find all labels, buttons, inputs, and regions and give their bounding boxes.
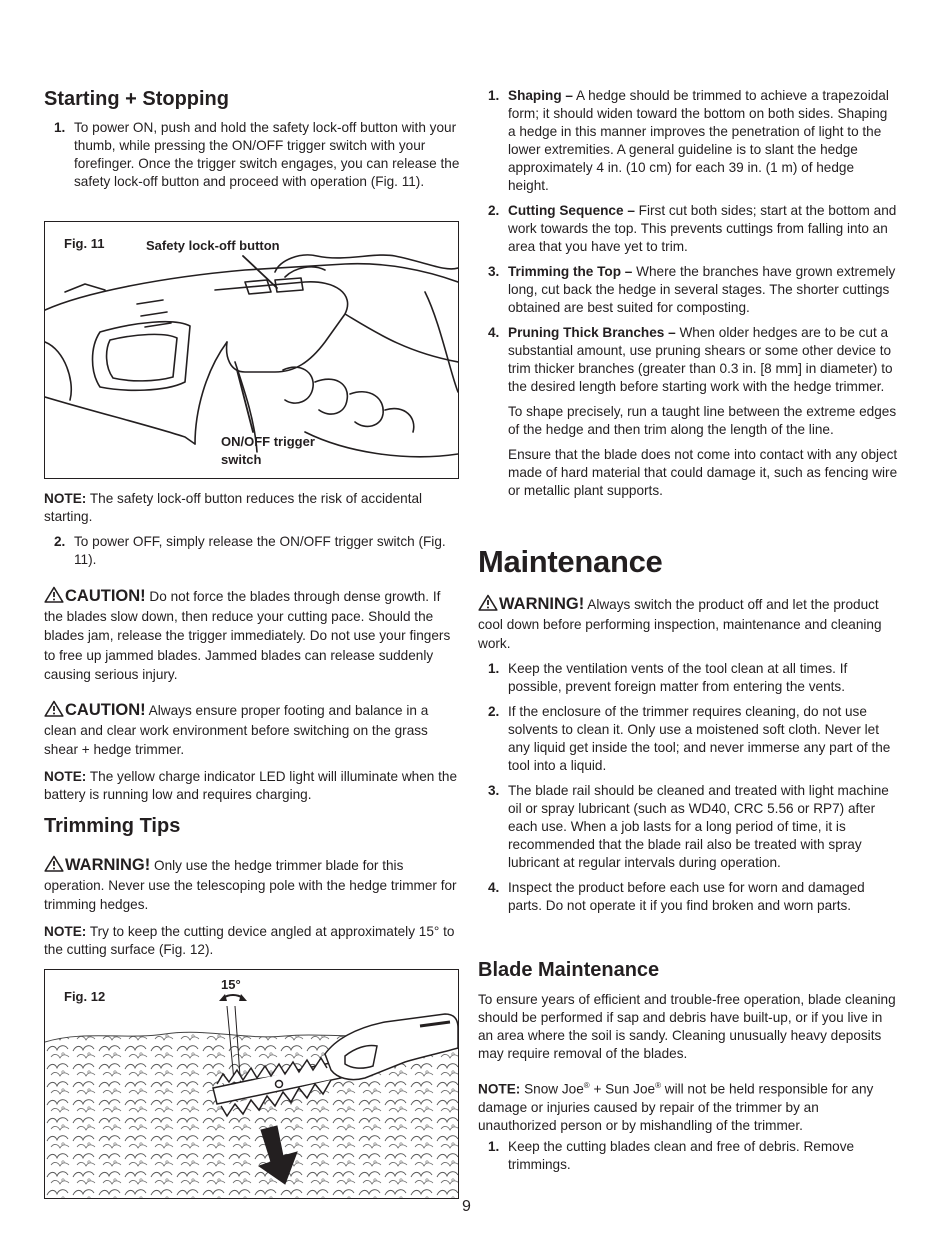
warning-label: WARNING! — [65, 856, 151, 874]
note-safety-lock — [44, 490, 462, 526]
caution-text: Do not force the blades through dense growth. If the blades slow down, then reduce your cutting pace. Should the blades jam, release the trigger immediately. Do not use your fingers to free up jammed blades. Jammed blades can release suddenly causing serious injury. — [44, 589, 451, 682]
note-text: The yellow charge indicator LED light will illuminate when the battery is running low and requires charging. — [44, 769, 458, 802]
note-text: + Sun Joe — [589, 1081, 656, 1097]
tip-text: When older hedges are to be cut a substantial amount, use pruning shears or some other device to trim thicker branches (greater than 0.3 in. [8 mm] in diameter) to the desired length before starting work with the hedge trimmer. — [508, 325, 893, 394]
tip-title: Cutting Sequence – — [508, 203, 635, 218]
hedge-trimming-illustration — [45, 970, 458, 1198]
note-text: The safety lock-off button reduces the risk of accidental starting. — [44, 491, 423, 524]
tip-number: 1. — [488, 88, 500, 103]
caution-dense-growth — [44, 586, 462, 685]
heading-blade-maintenance: Blade Maintenance — [478, 959, 660, 981]
item-number: 4. — [488, 880, 500, 895]
note-charge-led — [44, 768, 462, 804]
step-number: 1. — [488, 1139, 500, 1154]
callout-trigger-line1: ON/OFF trigger — [221, 434, 315, 449]
figure-label: Fig. 11 — [64, 236, 105, 251]
registered-mark: ® — [655, 1081, 661, 1090]
warning-telescoping-pole — [44, 855, 462, 915]
note-label: NOTE: — [478, 1081, 521, 1097]
note-text: Snow Joe — [520, 1081, 584, 1097]
heading-maintenance: Maintenance — [478, 544, 663, 579]
trimming-tips-list — [478, 87, 898, 500]
tip-trimming-top — [478, 263, 898, 317]
tip-number: 4. — [488, 325, 500, 340]
item-number: 2. — [488, 704, 500, 719]
figure-label: Fig. 12 — [64, 989, 106, 1004]
step-text: To power OFF, simply release the ON/OFF trigger switch (Fig. 11). — [74, 534, 446, 567]
warning-cool-down — [478, 594, 898, 654]
tip-title: Shaping – — [508, 88, 573, 103]
warning-triangle-icon — [44, 855, 64, 872]
heading-trimming-tips: Trimming Tips — [44, 815, 181, 837]
note-text: will not be held responsible for any damage or injuries caused by repair of the trimmer by an unauthorized person or by mishandling of the trimmer. — [478, 1081, 874, 1133]
blade-para: To ensure years of efficient and trouble-free operation, blade cleaning should be performed if sap and debris have built-up, or if you live in an area where the soil is sandy. Cleaning unusually heavy deposits may require removal of the blades. — [478, 992, 896, 1061]
warning-triangle-icon — [478, 594, 498, 611]
angle-label: 15° — [221, 977, 241, 992]
warning-triangle-icon — [44, 700, 64, 717]
maint-item — [478, 703, 898, 775]
caution-footing — [44, 700, 462, 760]
figure-11 — [44, 221, 459, 479]
tip-title: Trimming the Top – — [508, 264, 633, 279]
tip-text: A hedge should be trimmed to achieve a trapezoidal form; it should widen toward the bottom on both sides. Shaping a hedge in this manner improves the penetration of light to the lower extremities. A general guideline is to slant the hedge approximately 4 in. (10 cm) for each 39 in. (1 m) of hedge height. — [508, 88, 889, 193]
ensure-blade-text: Ensure that the blade does not come into contact with any object made of hard material that could damage it, such as fencing wire or metallic plant supports. — [508, 447, 898, 498]
note-label: NOTE: — [44, 769, 87, 784]
note-angle — [44, 923, 462, 959]
heading-starting-stopping: Starting + Stopping — [44, 88, 229, 110]
item-text: Keep the ventilation vents of the tool clean at all times. If possible, prevent foreign matter from entering the vents. — [508, 661, 848, 694]
tip-text: First cut both sides; start at the bottom and work towards the top. This prevents cuttings from falling into an area that you have yet to trim. — [508, 203, 897, 254]
note-label: NOTE: — [44, 924, 87, 939]
maint-item — [478, 660, 898, 696]
tip-number: 3. — [488, 264, 500, 279]
tip-pruning — [478, 324, 898, 396]
item-text: The blade rail should be cleaned and treated with light machine oil or spray lubricant (such as WD40, CRC 5.56 or RP7) after each use. When a job lasts for a long period of time, it is recommended that the blade rail also be treated with spray lubricant at regular intervals during operation. — [508, 783, 889, 870]
maintenance-list — [478, 660, 898, 915]
note-label: NOTE: — [44, 491, 87, 506]
maint-item — [478, 879, 898, 915]
tip-cutting-sequence — [478, 202, 898, 256]
callout-safety-lock-off: Safety lock-off button — [146, 238, 280, 253]
callout-trigger-line2: switch — [221, 452, 262, 467]
item-number: 1. — [488, 661, 500, 676]
figure-12 — [44, 969, 459, 1199]
tip-number: 2. — [488, 203, 500, 218]
tip-text: Where the branches have grown extremely long, cut back the hedge in several stages. The shorter cuttings obtained are best suited for composting. — [508, 264, 896, 315]
note-text: Try to keep the cutting device angled at approximately 15° to the cutting surface (Fig. 12). — [44, 924, 455, 957]
trimmer-hand-illustration — [45, 222, 458, 478]
caution-text: Always ensure proper footing and balance in a clean and clear work environment before switching on the grass shear + hedge trimmer. — [44, 703, 429, 757]
maint-item — [478, 782, 898, 872]
item-text: If the enclosure of the trimmer requires cleaning, do not use solvents to clean it. Only use a moistened soft cloth. Never let any liquid get inside the tool; and never immerse any part of the tool into a liquid. — [508, 704, 891, 773]
blade-maintenance-text — [478, 991, 898, 1063]
warning-label: WARNING! — [499, 595, 585, 613]
start-step-2 — [44, 533, 462, 569]
caution-label: CAUTION! — [65, 701, 146, 719]
step-number: 1. — [54, 120, 66, 135]
tip-shaping — [478, 87, 898, 195]
item-number: 3. — [488, 783, 500, 798]
step-text: To power ON, push and hold the safety lock-off button with your thumb, while pressing the ON/OFF trigger switch with your forefinger. Once the trigger switch engages, you can release the safety lock-off button and proceed with operation (Fig. 11). — [74, 120, 460, 189]
caution-label: CAUTION! — [65, 587, 146, 605]
note-responsibility — [478, 1077, 898, 1135]
blade-step-1 — [478, 1138, 898, 1174]
step-text: Keep the cutting blades clean and free of debris. Remove trimmings. — [508, 1139, 855, 1172]
step-number: 2. — [54, 534, 66, 549]
shape-precisely-text: To shape precisely, run a taught line between the extreme edges of the hedge and then trim along the length of the line. — [508, 404, 897, 437]
warning-text: Only use the hedge trimmer blade for this operation. Never use the telescoping pole with the hedge trimmer for trimming hedges. — [44, 858, 457, 912]
page-number: 9 — [462, 1198, 471, 1215]
start-step-1 — [44, 119, 462, 191]
registered-mark: ® — [583, 1081, 590, 1090]
warning-text: Always switch the product off and let the product cool down before performing inspection, maintenance and cleaning work. — [478, 597, 882, 651]
item-text: Inspect the product before each use for worn and damaged parts. Do not operate it if you find broken and worn parts. — [508, 880, 865, 913]
warning-triangle-icon — [44, 586, 64, 603]
tip-title: Pruning Thick Branches – — [508, 325, 676, 340]
